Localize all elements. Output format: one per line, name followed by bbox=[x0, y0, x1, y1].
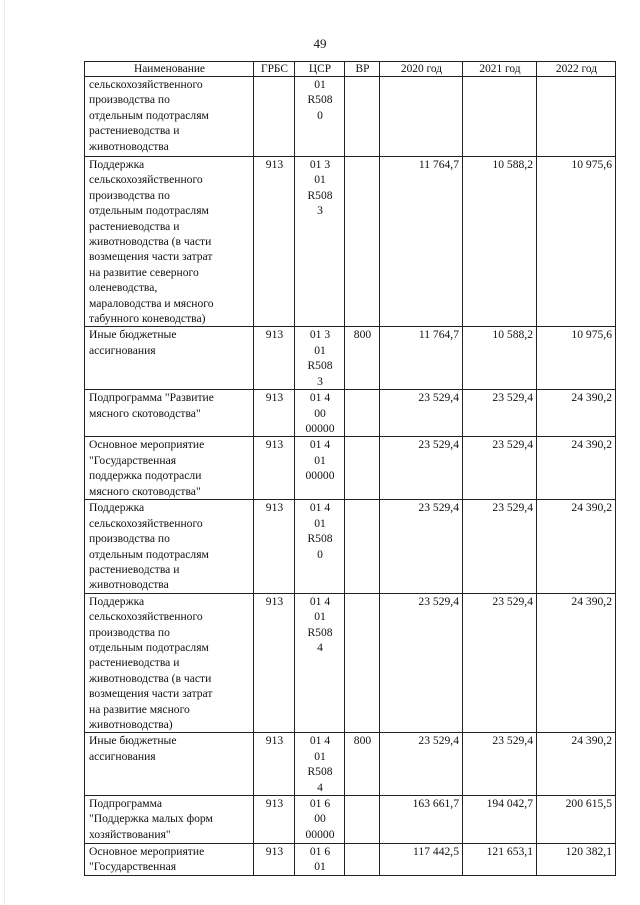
cell-line: отдельным подотраслям bbox=[89, 640, 209, 654]
cell-value: 23 529,4 bbox=[418, 734, 459, 748]
cell-line: Иные бюджетные bbox=[89, 328, 177, 342]
cell-value: 23 529,4 bbox=[418, 594, 459, 608]
cell-2022 bbox=[537, 77, 616, 157]
cell-2021 bbox=[463, 844, 537, 876]
cell-line: R508 bbox=[307, 765, 333, 779]
cell-line: 01 4 bbox=[309, 734, 331, 748]
cell-value: 23 529,4 bbox=[492, 594, 533, 608]
cell-line: растениеводства и bbox=[89, 562, 180, 576]
cell-line: R508 bbox=[307, 359, 333, 373]
cell-line: мясного скотоводства" bbox=[89, 484, 201, 498]
cell-value: 800 bbox=[353, 328, 372, 342]
cell-value: 913 bbox=[265, 501, 284, 515]
cell-csr bbox=[295, 437, 345, 500]
cell-line: растениеводства и bbox=[89, 219, 180, 233]
cell-vr bbox=[345, 157, 380, 327]
cell-2020 bbox=[380, 390, 463, 437]
cell-csr bbox=[295, 390, 345, 437]
table-row bbox=[85, 157, 616, 327]
cell-line: Основное мероприятие bbox=[89, 438, 205, 452]
cell-line: 3 bbox=[317, 374, 323, 388]
cell-2021 bbox=[463, 327, 537, 390]
table-body bbox=[85, 77, 616, 876]
header-2021: 2021 год bbox=[463, 62, 537, 77]
cell-grbs bbox=[254, 733, 295, 796]
cell-line: поддержка подотрасли bbox=[89, 469, 202, 483]
table-row bbox=[85, 77, 616, 157]
cell-grbs bbox=[254, 77, 295, 157]
header-grbs: ГРБС bbox=[254, 62, 295, 77]
cell-name bbox=[85, 157, 254, 327]
cell-value: 913 bbox=[265, 158, 284, 171]
cell-vr bbox=[345, 500, 380, 593]
cell-value: 913 bbox=[265, 734, 284, 748]
table-row bbox=[85, 437, 616, 500]
cell-csr bbox=[295, 500, 345, 593]
cell-2022 bbox=[537, 796, 616, 844]
cell-value: 10 588,2 bbox=[492, 158, 533, 171]
cell-line: возмещения части затрат bbox=[89, 250, 213, 264]
cell-2020 bbox=[380, 437, 463, 500]
cell-line: "Государственная bbox=[89, 453, 177, 467]
cell-2022 bbox=[537, 500, 616, 593]
header-2020: 2020 год bbox=[380, 62, 463, 77]
cell-line: 01 bbox=[314, 173, 326, 187]
cell-2020 bbox=[380, 500, 463, 593]
cell-value: 24 390,2 bbox=[571, 594, 612, 608]
cell-line: 01 4 bbox=[309, 391, 331, 405]
cell-line: животноводства bbox=[89, 578, 169, 592]
cell-line: растениеводства и bbox=[89, 124, 180, 138]
cell-line: R508 bbox=[307, 188, 333, 202]
cell-line: на развитие мясного bbox=[89, 702, 190, 716]
cell-value: 10 975,6 bbox=[571, 328, 612, 342]
cell-name bbox=[85, 500, 254, 593]
cell-name bbox=[85, 77, 254, 157]
cell-line: Иные бюджетные bbox=[89, 734, 177, 748]
cell-line: R508 bbox=[307, 93, 333, 107]
cell-value: 913 bbox=[265, 594, 284, 608]
cell-line: 01 bbox=[314, 453, 326, 467]
cell-value: 913 bbox=[265, 797, 284, 811]
cell-line: мараловодства и мясного bbox=[89, 296, 214, 310]
cell-value: 23 529,4 bbox=[492, 391, 533, 405]
header-2022: 2022 год bbox=[537, 62, 616, 77]
cell-line: отдельным подотраслям bbox=[89, 108, 209, 122]
cell-line: возмещения части затрат bbox=[89, 687, 213, 701]
cell-line: сельскохозяйственного bbox=[89, 78, 203, 91]
cell-line: табунного коневодства) bbox=[89, 312, 206, 326]
cell-2021 bbox=[463, 390, 537, 437]
cell-2022 bbox=[537, 390, 616, 437]
cell-line: 01 bbox=[314, 860, 326, 874]
cell-line: животноводства (в части bbox=[89, 671, 212, 685]
cell-2020 bbox=[380, 157, 463, 327]
scan-edge bbox=[4, 0, 5, 905]
cell-2021 bbox=[463, 77, 537, 157]
cell-line: 01 3 bbox=[309, 328, 331, 342]
cell-line: ассигнования bbox=[89, 343, 156, 357]
cell-vr bbox=[345, 390, 380, 437]
cell-name bbox=[85, 327, 254, 390]
cell-line: производства по bbox=[89, 625, 170, 639]
cell-value: 200 615,5 bbox=[565, 797, 612, 811]
cell-vr bbox=[345, 593, 380, 733]
cell-csr bbox=[295, 796, 345, 844]
cell-line: животноводства (в части bbox=[89, 235, 212, 249]
cell-line: Подпрограмма "Развитие bbox=[89, 391, 214, 405]
cell-value: 800 bbox=[353, 734, 372, 748]
cell-vr bbox=[345, 733, 380, 796]
cell-value: 117 442,5 bbox=[413, 845, 459, 859]
table-row bbox=[85, 327, 616, 390]
cell-line: 01 4 bbox=[309, 438, 331, 452]
cell-line: 01 bbox=[314, 516, 326, 530]
cell-line: 00 bbox=[314, 406, 326, 420]
table-row bbox=[85, 796, 616, 844]
cell-line: на развитие северного bbox=[89, 265, 199, 279]
cell-line: оленеводства, bbox=[89, 281, 158, 295]
cell-grbs bbox=[254, 327, 295, 390]
cell-line: R508 bbox=[307, 532, 333, 546]
cell-value: 913 bbox=[265, 391, 284, 405]
cell-vr bbox=[345, 844, 380, 876]
cell-name bbox=[85, 796, 254, 844]
cell-value: 913 bbox=[265, 438, 284, 452]
cell-line: 01 6 bbox=[309, 797, 331, 811]
table-row bbox=[85, 844, 616, 876]
cell-line: отдельным подотраслям bbox=[89, 547, 209, 561]
cell-2021 bbox=[463, 796, 537, 844]
cell-value: 163 661,7 bbox=[412, 797, 459, 811]
cell-value: 10 588,2 bbox=[492, 328, 533, 342]
cell-name bbox=[85, 844, 254, 876]
cell-vr bbox=[345, 437, 380, 500]
header-name: Наименование bbox=[85, 62, 254, 77]
cell-2022 bbox=[537, 437, 616, 500]
cell-name bbox=[85, 390, 254, 437]
cell-line: 00000 bbox=[305, 469, 335, 483]
cell-vr bbox=[345, 77, 380, 157]
cell-value: 11 764,7 bbox=[418, 158, 459, 171]
cell-line: "Поддержка малых форм bbox=[89, 812, 213, 826]
cell-grbs bbox=[254, 844, 295, 876]
cell-value: 24 390,2 bbox=[571, 734, 612, 748]
cell-name bbox=[85, 437, 254, 500]
cell-line: R508 bbox=[307, 625, 333, 639]
cell-line: сельскохозяйственного bbox=[89, 173, 203, 187]
cell-2022 bbox=[537, 733, 616, 796]
cell-line: "Государственная bbox=[89, 860, 177, 874]
cell-line: 4 bbox=[317, 640, 323, 654]
cell-2022 bbox=[537, 593, 616, 733]
budget-table bbox=[84, 61, 616, 876]
cell-csr bbox=[295, 733, 345, 796]
cell-line: 00000 bbox=[305, 421, 335, 435]
cell-2022 bbox=[537, 327, 616, 390]
cell-line: 01 4 bbox=[309, 501, 331, 515]
cell-line: Поддержка bbox=[89, 501, 145, 515]
cell-line: 0 bbox=[317, 108, 323, 122]
cell-2020 bbox=[380, 733, 463, 796]
cell-line: 01 6 bbox=[309, 845, 331, 859]
cell-line: 01 3 bbox=[309, 158, 331, 171]
cell-value: 23 529,4 bbox=[418, 438, 459, 452]
cell-2021 bbox=[463, 593, 537, 733]
cell-2022 bbox=[537, 844, 616, 876]
header-vr: ВР bbox=[345, 62, 380, 77]
cell-line: отдельным подотраслям bbox=[89, 204, 209, 218]
cell-line: 00 bbox=[314, 812, 326, 826]
cell-value: 24 390,2 bbox=[571, 438, 612, 452]
cell-line: мясного скотоводства" bbox=[89, 406, 201, 420]
cell-line: Подпрограмма bbox=[89, 797, 162, 811]
header-csr: ЦСР bbox=[295, 62, 345, 77]
cell-line: производства по bbox=[89, 188, 170, 202]
cell-value: 11 764,7 bbox=[418, 328, 459, 342]
cell-value: 913 bbox=[265, 328, 284, 342]
cell-csr bbox=[295, 327, 345, 390]
cell-value: 23 529,4 bbox=[492, 501, 533, 515]
cell-line: 01 4 bbox=[309, 594, 331, 608]
table-row bbox=[85, 733, 616, 796]
cell-grbs bbox=[254, 157, 295, 327]
cell-line: 01 bbox=[314, 749, 326, 763]
table-row bbox=[85, 593, 616, 733]
cell-line: сельскохозяйственного bbox=[89, 516, 203, 530]
cell-value: 24 390,2 bbox=[571, 391, 612, 405]
cell-2020 bbox=[380, 593, 463, 733]
cell-line: сельскохозяйственного bbox=[89, 610, 203, 624]
cell-line: Поддержка bbox=[89, 594, 145, 608]
cell-line: растениеводства и bbox=[89, 656, 180, 670]
cell-name bbox=[85, 733, 254, 796]
cell-2020 bbox=[380, 327, 463, 390]
cell-value: 23 529,4 bbox=[492, 734, 533, 748]
cell-value: 120 382,1 bbox=[565, 845, 612, 859]
cell-value: 194 042,7 bbox=[486, 797, 533, 811]
cell-name bbox=[85, 593, 254, 733]
cell-grbs bbox=[254, 390, 295, 437]
cell-line: Основное мероприятие bbox=[89, 845, 205, 859]
cell-2020 bbox=[380, 77, 463, 157]
cell-line: 3 bbox=[317, 204, 323, 218]
cell-2020 bbox=[380, 796, 463, 844]
cell-vr bbox=[345, 327, 380, 390]
cell-csr bbox=[295, 844, 345, 876]
cell-line: 01 bbox=[314, 610, 326, 624]
cell-value: 23 529,4 bbox=[492, 438, 533, 452]
cell-line: животноводства bbox=[89, 139, 169, 153]
cell-line: ассигнования bbox=[89, 749, 156, 763]
cell-line: 00000 bbox=[305, 827, 335, 841]
cell-line: Поддержка bbox=[89, 158, 145, 171]
table-header-row bbox=[85, 62, 616, 77]
cell-csr bbox=[295, 593, 345, 733]
cell-grbs bbox=[254, 500, 295, 593]
cell-vr bbox=[345, 796, 380, 844]
cell-grbs bbox=[254, 593, 295, 733]
table-row bbox=[85, 500, 616, 593]
cell-line: производства по bbox=[89, 532, 170, 546]
cell-value: 10 975,6 bbox=[571, 158, 612, 171]
cell-value: 24 390,2 bbox=[571, 501, 612, 515]
cell-line: 01 bbox=[314, 343, 326, 357]
cell-2021 bbox=[463, 500, 537, 593]
cell-csr bbox=[295, 157, 345, 327]
cell-value: 913 bbox=[265, 845, 284, 859]
page-number: 49 bbox=[313, 36, 327, 51]
cell-2021 bbox=[463, 733, 537, 796]
cell-line: производства по bbox=[89, 93, 170, 107]
cell-line: 01 bbox=[314, 78, 326, 91]
cell-2020 bbox=[380, 844, 463, 876]
cell-2021 bbox=[463, 157, 537, 327]
cell-grbs bbox=[254, 796, 295, 844]
table-row bbox=[85, 390, 616, 437]
cell-value: 23 529,4 bbox=[418, 501, 459, 515]
cell-line: 4 bbox=[317, 780, 323, 794]
cell-csr bbox=[295, 77, 345, 157]
cell-line: хозяйствования" bbox=[89, 827, 171, 841]
cell-2022 bbox=[537, 157, 616, 327]
cell-grbs bbox=[254, 437, 295, 500]
cell-line: животноводства) bbox=[89, 718, 173, 731]
cell-value: 23 529,4 bbox=[418, 391, 459, 405]
cell-2021 bbox=[463, 437, 537, 500]
cell-value: 121 653,1 bbox=[486, 845, 533, 859]
cell-line: 0 bbox=[317, 547, 323, 561]
